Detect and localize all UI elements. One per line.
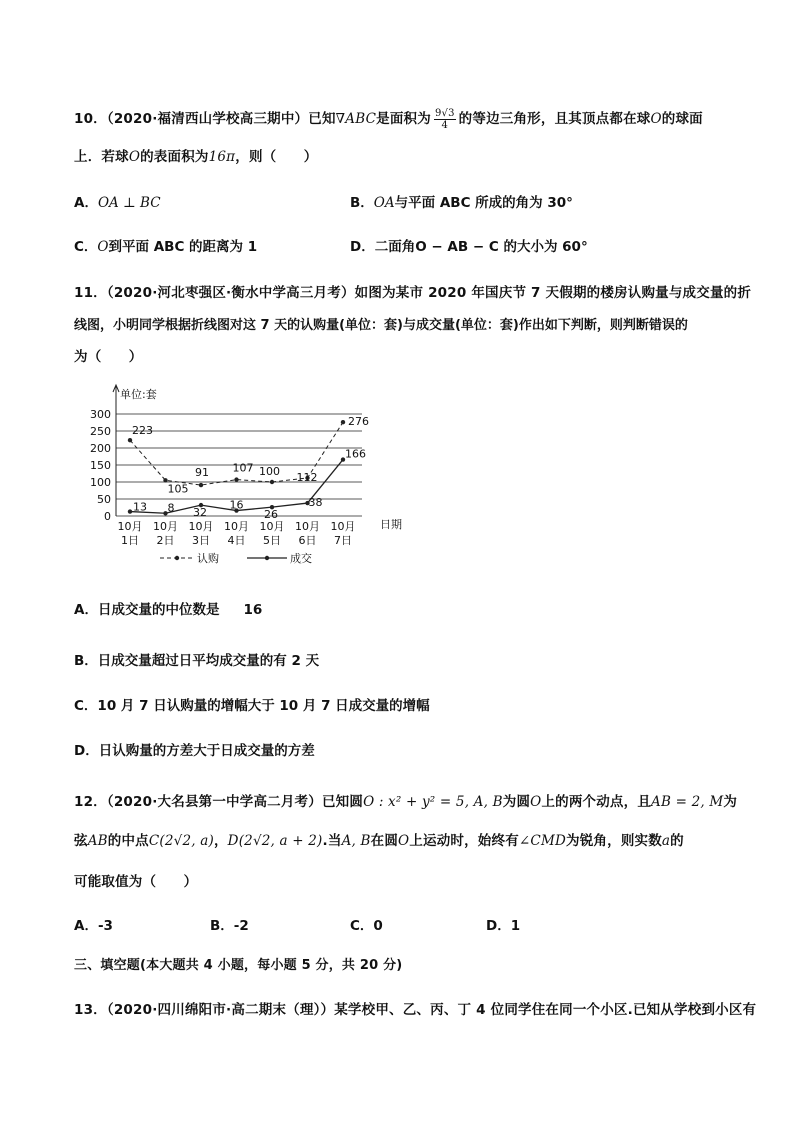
- q12-text: 弦: [74, 833, 88, 849]
- option-label: C．: [74, 239, 98, 255]
- q10-abc: ABC: [345, 111, 377, 127]
- option-label: A．: [74, 918, 98, 934]
- triangle-symbol: ∇: [335, 111, 346, 127]
- fraction-numerator: 9√3: [434, 107, 455, 119]
- data-label: 26: [264, 508, 278, 522]
- q12-text: 为圆: [502, 794, 531, 810]
- q11-text: 为（ ）: [74, 349, 143, 365]
- x-tick-label: 1日: [121, 534, 139, 547]
- q12-source: （2020·大名县第一中学高二月考）: [106, 794, 322, 810]
- data-label: 91: [195, 466, 209, 480]
- option-label: B．: [74, 653, 98, 669]
- fraction-denominator: 4: [441, 119, 449, 131]
- data-label: 32: [193, 506, 207, 520]
- q11-option-a: [74, 598, 262, 618]
- q11-text: 如图为某市 2020 年国庆节 7 天假期的楼房认购量与成交量的折: [354, 285, 752, 301]
- q12-point-c: C(2√2, a): [148, 833, 214, 849]
- x-tick-label: 10月: [259, 520, 285, 533]
- q12-text: 为锐角，则实数: [566, 833, 662, 849]
- option-text: O: [97, 239, 109, 255]
- q12-text: 上运动时，始终有: [409, 833, 519, 849]
- q12-a: a: [661, 833, 671, 849]
- q10-sphere-o: O: [650, 111, 662, 127]
- x-tick-label: 6日: [298, 534, 317, 547]
- y-tick-label: 0: [104, 510, 111, 523]
- option-label: D．: [350, 239, 375, 255]
- q12-option-b: [210, 914, 249, 934]
- y-tick-label: 50: [97, 493, 111, 506]
- option-text: OA: [373, 195, 395, 211]
- q12-point-d: D(2√2, a + 2): [227, 833, 323, 849]
- data-point: [199, 483, 203, 487]
- q11-source: （2020·河北枣强区·衡水中学高三月考）: [106, 285, 355, 301]
- data-label: 107: [232, 461, 254, 475]
- section-heading: [74, 954, 402, 973]
- q13-number: 13．: [74, 1002, 107, 1018]
- y-tick-label: 300: [90, 408, 111, 421]
- option-text: 日成交量超过日平均成交量的有 2 天: [97, 653, 320, 669]
- q12-line1: [74, 790, 737, 810]
- q10-area: 16π: [208, 149, 236, 165]
- q10-text: 的表面积为: [140, 149, 209, 165]
- option-label: C．: [74, 698, 98, 714]
- q12-option-d: [486, 914, 520, 934]
- x-tick-label: 10月: [330, 520, 356, 533]
- option-label: C．: [350, 918, 374, 934]
- data-label: 105: [167, 482, 189, 496]
- x-tick-label: 5日: [263, 534, 281, 547]
- data-label: 16: [229, 498, 244, 512]
- q12-option-a: [74, 914, 113, 934]
- option-suffix: 与平面 ABC 所成的角为 30°: [394, 195, 573, 211]
- q12-text: 上的两个动点，且: [541, 794, 652, 810]
- option-text: 二面角: [374, 239, 416, 255]
- data-label: 100: [259, 465, 280, 478]
- q10-text: 的球面: [661, 111, 703, 127]
- q10-option-d: [350, 235, 588, 255]
- option-label: B．: [210, 918, 234, 934]
- q10-option-a: [74, 191, 161, 211]
- q12-ab-chord: AB: [87, 833, 108, 849]
- option-label: D．: [74, 743, 99, 759]
- q12-circle-o: O: [398, 833, 410, 849]
- legend-label: 成交: [290, 552, 312, 565]
- q12-text: 为: [723, 794, 738, 810]
- q12-text: 可能取值为（ ）: [74, 874, 198, 890]
- area-fraction: [434, 108, 456, 131]
- option-label: A．: [74, 195, 98, 211]
- q12-circle: O : x² + y² = 5, A, B: [363, 794, 503, 810]
- q11-option-c: [74, 694, 430, 714]
- x-axis-label: 日期: [380, 518, 402, 531]
- q12-text: 在圆: [370, 833, 399, 849]
- y-tick-label: 200: [90, 442, 111, 455]
- q13-source: （2020·四川绵阳市·高二期末（理））: [106, 1002, 335, 1018]
- option-label: A．: [74, 602, 98, 618]
- q13-text: 某学校甲、乙、丙、丁 4 位同学住在同一个小区.已知从学校到小区有: [334, 1002, 757, 1018]
- data-label: 112: [296, 470, 318, 484]
- option-label: B．: [350, 195, 374, 211]
- option-text: -3: [97, 918, 113, 934]
- q12-line3: [74, 870, 197, 890]
- q12-text: 的中点: [107, 833, 149, 849]
- option-text: -2: [233, 918, 249, 934]
- q11-line3: [74, 345, 143, 365]
- q11-option-b: [74, 649, 319, 669]
- q10-text: 已知: [308, 111, 336, 127]
- q12-text: ，: [213, 833, 228, 849]
- data-label: 13: [133, 500, 147, 514]
- q10-source: （2020·福清西山学校高三期中）: [106, 111, 309, 127]
- option-value: 16: [243, 602, 263, 618]
- data-point: [234, 477, 238, 481]
- q12-circle-o: O: [530, 794, 542, 810]
- q10-text: ，则（ ）: [235, 149, 318, 165]
- x-tick-label: 10月: [117, 520, 143, 533]
- option-text: 0: [373, 918, 383, 934]
- x-tick-label: 3日: [192, 534, 210, 547]
- x-tick-label: 10月: [153, 520, 178, 533]
- q11-line1: [74, 281, 751, 301]
- option-text: 1: [510, 918, 521, 934]
- option-suffix: 到平面 ABC 的距离为 1: [108, 239, 258, 255]
- q12-ab2: A, B: [341, 833, 371, 849]
- y-tick-label: 100: [90, 476, 111, 489]
- x-tick-label: 10月: [188, 520, 214, 533]
- data-label: 276: [348, 415, 369, 429]
- data-label: 38: [308, 496, 323, 510]
- q12-text: 的: [670, 833, 684, 849]
- q12-option-c: [350, 914, 383, 934]
- q11-text: 线图，小明同学根据折线图对这 7 天的认购量(单位：套)与成交量(单位：套)作出如下判断，则判断错误的: [74, 318, 688, 333]
- option-label: D．: [486, 918, 511, 934]
- x-tick-label: 10月: [295, 520, 320, 533]
- q10-number: 10．: [74, 111, 107, 127]
- legend-marker: [265, 556, 269, 560]
- q12-angle: ∠CMD: [518, 833, 567, 849]
- data-label: 223: [132, 424, 153, 438]
- q12-number: 12．: [74, 794, 107, 810]
- data-point: [128, 509, 132, 513]
- option-text: 10 月 7 日认购量的增幅大于 10 月 7 日成交量的增幅: [97, 698, 430, 714]
- q11-line2: [74, 314, 688, 333]
- q13-line1: [74, 998, 756, 1018]
- q10-line2: [74, 145, 317, 165]
- legend-label: 认购: [197, 552, 219, 565]
- data-label: 166: [345, 447, 366, 461]
- option-text: OA ⊥ BC: [97, 195, 161, 211]
- y-tick-label: 250: [90, 425, 111, 438]
- q10-option-c: [74, 235, 257, 255]
- x-tick-label: 10月: [224, 520, 249, 533]
- x-tick-label: 2日: [156, 534, 175, 547]
- q10-text: 是面积为: [376, 111, 431, 127]
- q12-text: .当: [322, 833, 342, 849]
- option-suffix: O − AB − C 的大小为 60°: [415, 239, 588, 255]
- q10-sphere-o: O: [128, 149, 141, 165]
- y-tick-label: 150: [90, 459, 111, 472]
- q12-text: 已知圆: [321, 794, 364, 810]
- data-point: [128, 438, 132, 442]
- x-tick-label: 7日: [334, 534, 352, 547]
- q10-line1: [74, 107, 703, 131]
- q12-line2: [74, 829, 684, 849]
- q11-option-d: [74, 739, 315, 759]
- line-chart: [82, 380, 412, 570]
- q11-number: 11．: [74, 285, 107, 301]
- q12-ab: AB = 2, M: [651, 794, 724, 810]
- q10-text: 的等边三角形，且其顶点都在球: [458, 111, 651, 127]
- y-unit-label: 单位:套: [120, 388, 157, 401]
- option-text: 日成交量的中位数是: [97, 602, 220, 618]
- data-label: 8: [167, 501, 175, 515]
- data-point: [341, 420, 345, 424]
- section-title: 三、填空题(本大题共 4 小题，每小题 5 分，共 20 分): [74, 958, 403, 973]
- q10-option-b: [350, 191, 573, 211]
- legend-marker: [175, 556, 179, 560]
- data-point: [270, 480, 274, 484]
- q10-text: 上．若球: [74, 149, 129, 165]
- option-text: 日认购量的方差大于日成交量的方差: [98, 743, 315, 759]
- x-tick-label: 4日: [227, 534, 246, 547]
